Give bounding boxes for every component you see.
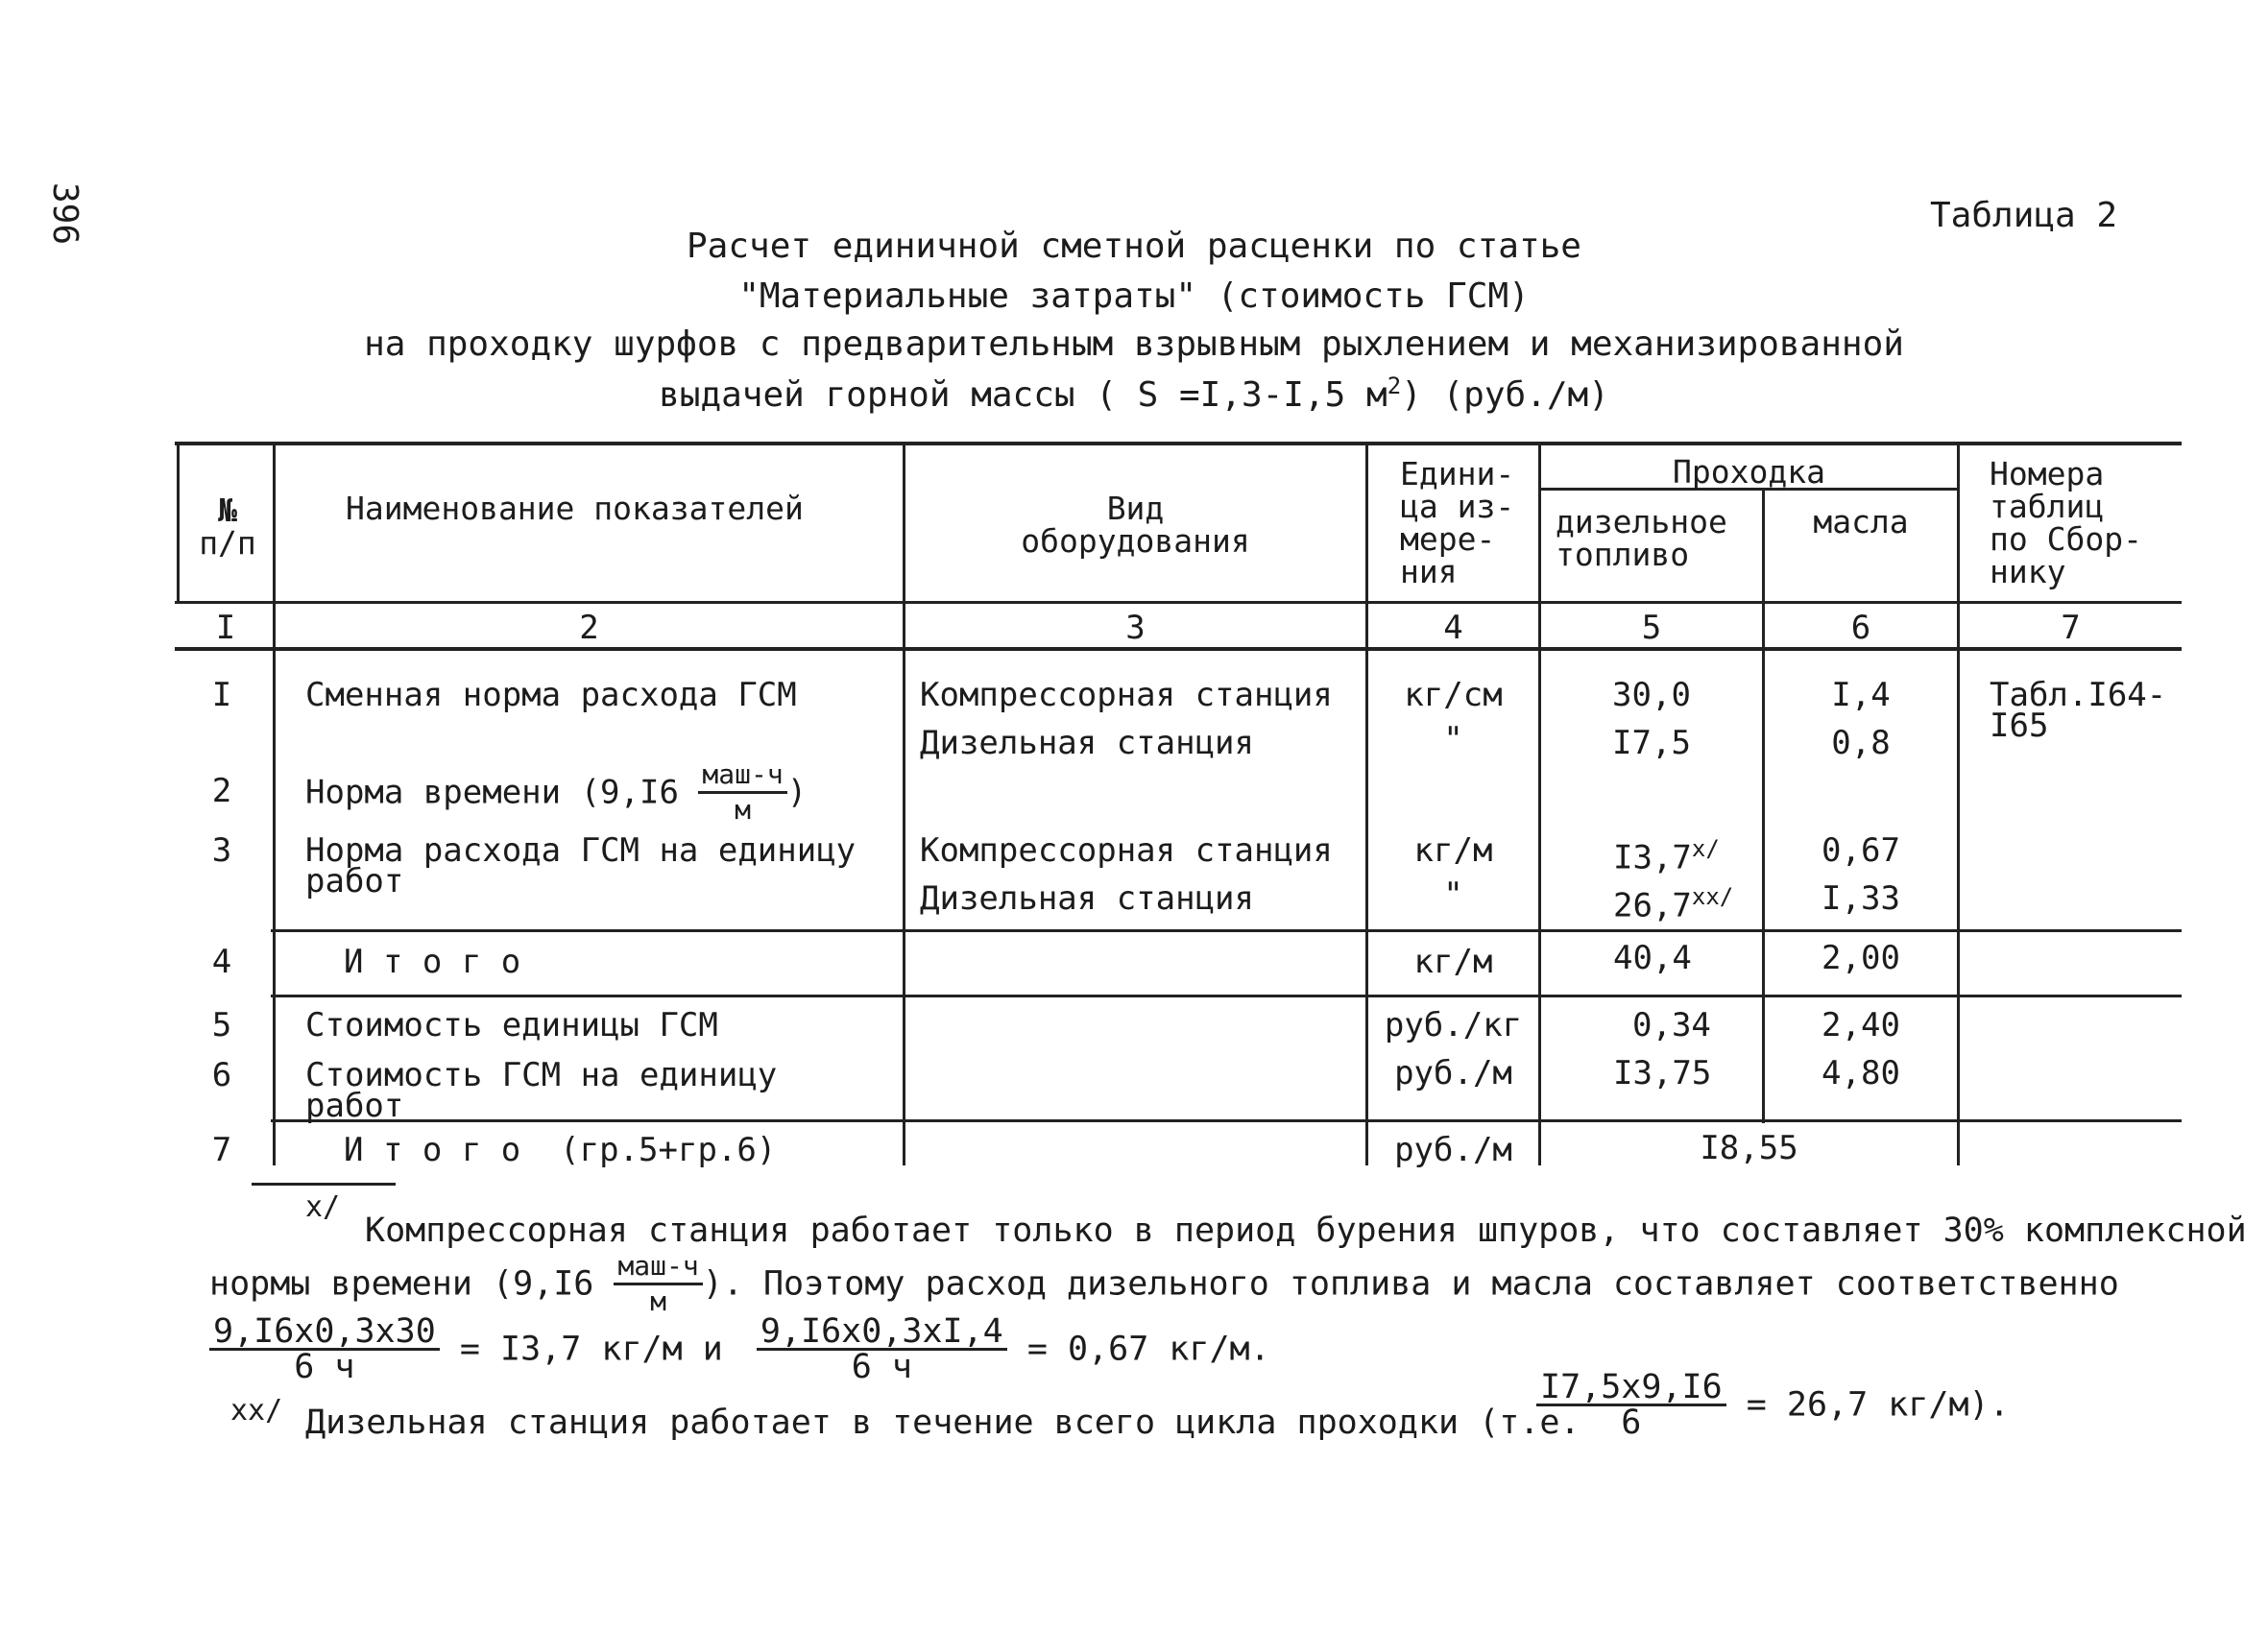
row-name: Норма расхода ГСМ на единицу <box>305 831 857 870</box>
header-ref-3: по Сбор- <box>1990 520 2142 558</box>
row-diesel: 0,34 <box>1632 1006 1711 1044</box>
col-number-6: 6 <box>1850 609 1871 647</box>
row-reference: I65 <box>1990 707 2049 745</box>
header-num-pp: п/п <box>199 524 256 562</box>
row-reference: Табл.I64- <box>1990 676 2167 714</box>
header-diesel-1: дизельное <box>1556 503 1727 540</box>
row-name: Стоимость ГСМ на единицу <box>305 1056 778 1094</box>
row-diesel: 30,0 <box>1612 676 1691 714</box>
row-oil: I,4 <box>1831 676 1891 714</box>
row-name: Норма времени (9,I6 $\frac{\text{маш-ч}}{м}$ ) <box>305 758 808 826</box>
row-number: 4 <box>211 943 232 981</box>
row-name: Сменная норма расхода ГСМ <box>305 676 797 714</box>
header-unit-4: ния <box>1400 553 1458 590</box>
title-line-2: "Материальные затраты" (стоимость ГСМ) <box>738 276 1530 316</box>
row-total: I8,55 <box>1700 1129 1798 1167</box>
row-number: I <box>211 676 232 714</box>
row-diesel: I7,5 <box>1612 724 1691 762</box>
footnote-1-line2: нормы времени (9,I6 $\frac{\text{маш-ч}}{м}$ ). Поэтому расход дизельного топлива и масла составляет соответственно <box>209 1250 2119 1317</box>
footnote-2-text: Дизельная станция работает в течение всего цикла проходки (т.е. <box>305 1404 1580 1442</box>
table-label: Таблица 2 <box>1930 196 2118 235</box>
row-equipment: Компрессорная станция <box>920 676 1333 714</box>
header-ref-4: нику <box>1990 553 2066 590</box>
row-name: работ <box>305 1087 404 1125</box>
page-number: 396 <box>45 182 84 246</box>
row-number: 2 <box>211 772 232 810</box>
row-oil: I,33 <box>1822 879 1900 918</box>
row-equipment: Дизельная станция <box>920 724 1254 762</box>
row-unit: руб./кг <box>1384 1006 1523 1044</box>
row-oil: 2,40 <box>1822 1006 1900 1044</box>
title-line-3: на проходку шурфов с предварительным взрывным рыхлением и механизированной <box>364 324 1904 364</box>
row-number: 6 <box>211 1056 232 1094</box>
footnote-mark-1: x/ <box>305 1190 341 1224</box>
title-line-4: выдачей горной массы ( S =I,3-I,5 $м^2$) (руб./м) <box>659 372 1609 415</box>
row-unit: кг/см <box>1404 676 1503 714</box>
row-name: Стоимость единицы ГСМ <box>305 1006 718 1044</box>
title-line-1: Расчет единичной сметной расценки по статье <box>687 227 1581 266</box>
header-unit-3: мере- <box>1400 520 1496 558</box>
row-equipment: Дизельная станция <box>920 879 1254 918</box>
header-num-sign: № <box>218 492 237 529</box>
row-number: 7 <box>211 1131 232 1169</box>
row-oil: 2,00 <box>1822 939 1900 977</box>
header-oil: масла <box>1813 503 1909 540</box>
footnote-mark-2: xx/ <box>230 1394 283 1428</box>
header-diesel-2: топливо <box>1556 536 1690 573</box>
header-name: Наименование показателей <box>346 490 804 527</box>
row-diesel: $26,7^{xx/}$ <box>1613 883 1734 925</box>
row-oil: 4,80 <box>1822 1054 1900 1092</box>
row-number: 3 <box>211 831 232 870</box>
header-ref-2: таблиц <box>1990 488 2105 525</box>
row-diesel: 40,4 <box>1613 939 1692 977</box>
col-number-1: I <box>215 609 236 647</box>
footnote-1-calc: $\frac{9,I6x0,3x30}{6 ч}$ = I3,7 кг/м и $\frac{9,I6x0,3xI,4}{6 ч}$ = 0,67 кг/м. <box>209 1315 1270 1383</box>
row-oil: 0,67 <box>1822 831 1900 870</box>
row-equipment: Компрессорная станция <box>920 831 1333 870</box>
footnote-1-text: Компрессорная станция работает только в период бурения шпуров, что составляет 30% комплексной <box>365 1212 2247 1250</box>
row-name: работ <box>305 862 404 900</box>
row-unit: кг/м <box>1413 943 1493 981</box>
row-number: 5 <box>211 1006 232 1044</box>
header-group-prokhodka: Проходка <box>1673 453 1825 491</box>
header-unit-1: Едини- <box>1400 455 1515 492</box>
col-number-5: 5 <box>1641 609 1662 647</box>
col-number-7: 7 <box>2061 609 2081 647</box>
row-diesel: $I3,7^{x/}$ <box>1613 835 1720 877</box>
row-diesel: I3,75 <box>1613 1054 1712 1092</box>
header-ref-1: Номера <box>1990 455 2105 492</box>
row-unit: руб./м <box>1394 1054 1512 1092</box>
header-equip-2: оборудования <box>1021 522 1250 560</box>
row-unit: руб./м <box>1394 1131 1512 1169</box>
col-number-2: 2 <box>579 609 599 647</box>
row-name: И т о г о <box>344 943 521 981</box>
footnote-2-calc: $\frac{I7,5x9,I6}{6}$ = 26,7 кг/м). <box>1536 1371 2010 1439</box>
row-unit: " <box>1443 876 1463 914</box>
col-number-3: 3 <box>1125 609 1146 647</box>
col-number-4: 4 <box>1443 609 1463 647</box>
row-oil: 0,8 <box>1831 724 1891 762</box>
row-unit: кг/м <box>1413 831 1493 870</box>
header-equip-1: Вид <box>1106 490 1165 527</box>
header-unit-2: ца из- <box>1400 488 1515 525</box>
row-unit: " <box>1443 720 1463 758</box>
row-name: И т о г о (гр.5+гр.6) <box>344 1131 777 1169</box>
